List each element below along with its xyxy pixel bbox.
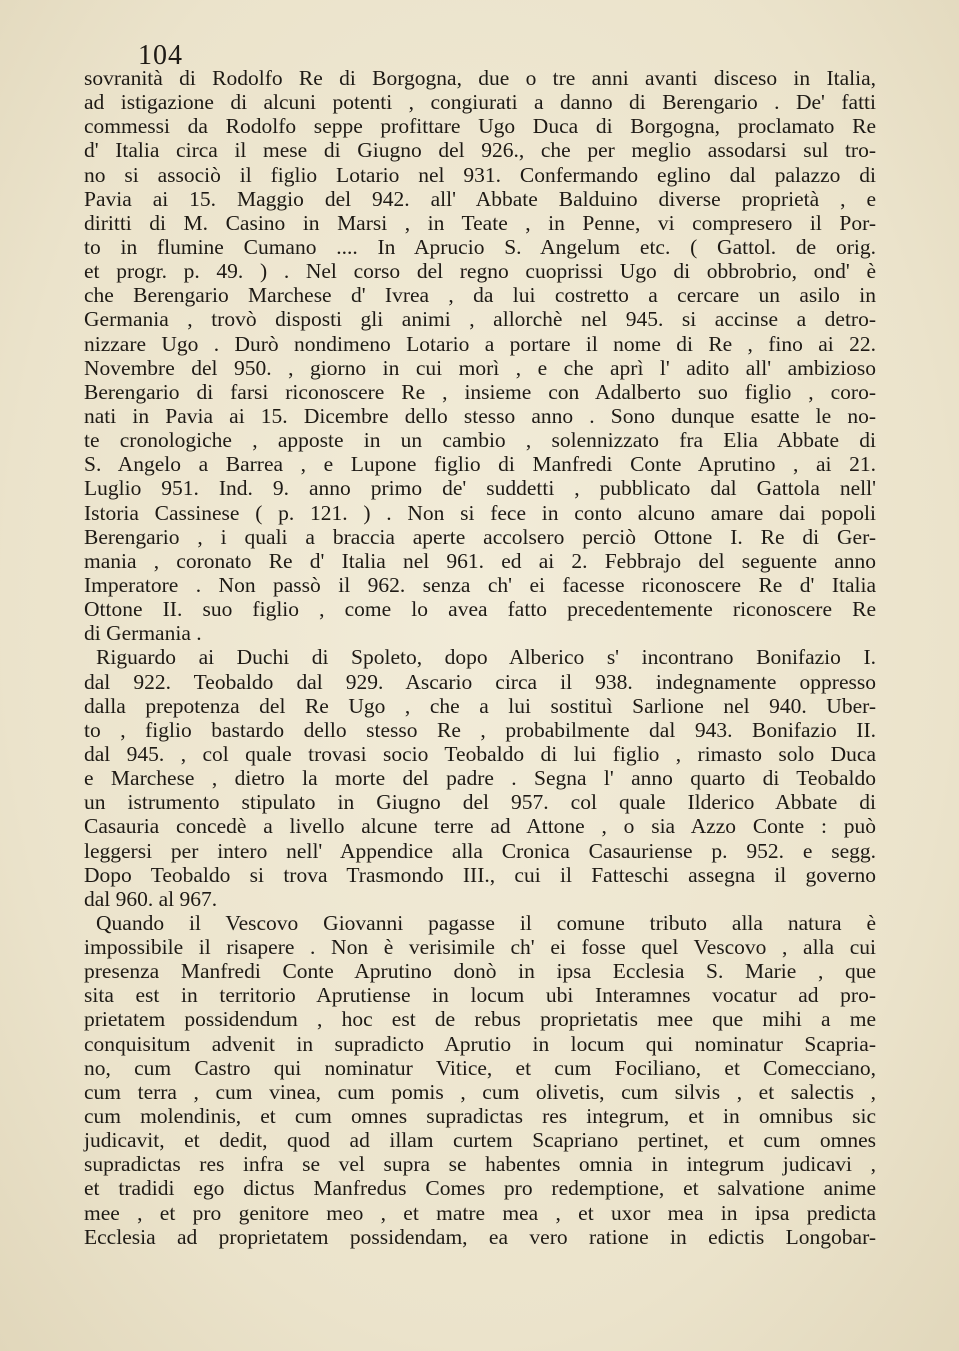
text-line: sita est in territorio Aprutiense in locum ubi Interamnes vocatur ad pro- — [84, 983, 876, 1008]
text-line: che Berengario Marchese d' Ivrea , da lui costretto a cercare un asilo in — [84, 283, 876, 308]
text-line: un istrumento stipulato in Giugno del 957. col quale Ilderico Abbate di — [84, 790, 876, 815]
text-line: et progr. p. 49. ) . Nel corso del regno cuoprissi Ugo di obbrobrio, ond' è — [84, 259, 876, 284]
text-line: Istoria Cassinese ( p. 121. ) . Non si fece in conto alcuno amare dai popoli — [84, 500, 876, 525]
text-line: dal 922. Teobaldo dal 929. Ascario circa il 938. indegnamente oppresso — [84, 669, 876, 694]
text-line: Ottone II. suo figlio , come lo avea fatto precedentemente riconoscere Re — [84, 597, 876, 622]
text-line: Germania , trovò disposti gli animi , allorchè nel 945. si accinse a detro- — [84, 307, 876, 332]
text-line: no, cum Castro qui nominatur Vitice, et cum Fociliano, et Comecciano, — [84, 1055, 876, 1080]
text-line: presenza Manfredi Conte Aprutino donò in ipsa Ecclesia S. Marie , que — [84, 959, 876, 984]
text-line: cum terra , cum vinea, cum pomis , cum olivetis, cum silvis , et salectis , — [84, 1079, 876, 1104]
text-line: di Germania . — [84, 621, 202, 646]
text-line: et tradidi ego dictus Manfredus Comes pro redemptione, et salvatione anime — [84, 1176, 876, 1201]
text-line: dal 945. , col quale trovasi socio Teobaldo di lui figlio , rimasto solo Duca — [84, 741, 876, 766]
text-line: Berengario , i quali a braccia aperte accolsero perciò Ottone I. Re di Ger- — [84, 524, 876, 549]
text-line: Novembre del 950. , giorno in cui morì , e che aprì l' adito all' ambizioso — [84, 355, 876, 380]
text-line: sovranità di Rodolfo Re di Borgogna, due o tre anni avanti disceso in Italia, — [84, 66, 876, 90]
text-line: prietatem possidendum , hoc est de rebus proprietatis mee que mihi a me — [84, 1007, 876, 1032]
text-line: Berengario di farsi riconoscere Re , insieme con Adalberto suo figlio , coro- — [84, 379, 876, 404]
text-line: Casauria concedè a livello alcune terre ad Attone , o sia Azzo Conte : può — [84, 814, 876, 839]
text-line: te cronologiche , apposte in un cambio , solennizzato fra Elia Abbate di — [84, 428, 876, 453]
text-line: diritti di M. Casino in Marsi , in Teate , in Penne, vi compresero il Por- — [84, 210, 876, 235]
text-line: S. Angelo a Barrea , e Lupone figlio di Manfredi Conte Aprutino , ai 21. — [84, 452, 876, 477]
text-line: no si associò il figlio Lotario nel 931. Confermando eglino dal palazzo di — [84, 162, 876, 187]
text-line: mania , coronato Re d' Italia nel 961. ed ai 2. Febbrajo del seguente anno — [84, 548, 876, 573]
text-line: judicavit, et dedit, quod ad illam curtem Scapriano pertinet, et cum omnes — [84, 1128, 876, 1153]
text-line: dalla prepotenza del Re Ugo , che a lui sostituì Sarlione nel 940. Uber- — [84, 693, 876, 718]
text-line: impossibile il risapere . Non è verisimile ch' ei fosse quel Vescovo , alla cui — [84, 935, 876, 960]
text-line: nizzare Ugo . Durò nondimeno Lotario a portare il nome di Re , fino ai 22. — [84, 331, 876, 356]
text-line: conquisitum advenit in supradicto Aprutio in locum qui nominatur Scapria- — [84, 1031, 876, 1056]
text-line: Dopo Teobaldo si trova Trasmondo III., cui il Fatteschi assegna il governo — [84, 862, 876, 887]
text-line: ad istigazione di alcuni potenti , congiurati a danno di Berengario . De' fatti — [84, 90, 876, 115]
text-line: Pavia ai 15. Maggio del 942. all' Abbate Balduino diverse proprietà , e — [84, 186, 876, 211]
page-number: 104 — [138, 40, 183, 71]
text-line: to in flumine Cumano .... In Aprucio S. Angelum etc. ( Gattol. de orig. — [84, 234, 876, 259]
text-line: supradictas res infra se vel supra se habentes omnia in integrum judicavi , — [84, 1152, 876, 1177]
text-line: leggersi per intero nell' Appendice alla Cronica Casauriense p. 952. e segg. — [84, 838, 876, 863]
text-line: d' Italia circa il mese di Giugno del 926., che per meglio assodarsi sul tro- — [84, 138, 876, 163]
text-line: Riguardo ai Duchi di Spoleto, dopo Alberico s' incontrano Bonifazio I. — [96, 645, 876, 670]
text-line: Luglio 951. Ind. 9. anno primo de' suddetti , pubblicato dal Gattola nell' — [84, 476, 876, 501]
text-line: nati in Pavia ai 15. Dicembre dello stesso anno . Sono dunque esatte le no- — [84, 403, 876, 428]
text-line: mee , et pro genitore meo , et matre mea , et uxor mea in ipsa predicta — [84, 1200, 876, 1225]
text-line: dal 960. al 967. — [84, 886, 218, 911]
body-text — [84, 66, 876, 1249]
text-line: Ecclesia ad proprietatem possidendam, ea vero ratione in edictis Longobar- — [84, 1224, 876, 1249]
text-line: e Marchese , dietro la morte del padre . Segna l' anno quarto di Teobaldo — [84, 766, 876, 791]
text-line: cum molendinis, et cum omnes supradictas res integrum, et in omnibus sic — [84, 1104, 876, 1129]
text-line: to , figlio bastardo dello stesso Re , probabilmente dal 943. Bonifazio II. — [84, 717, 876, 742]
text-line: Quando il Vescovo Giovanni pagasse il comune tributo alla natura è — [96, 910, 876, 935]
text-line: Imperatore . Non passò il 962. senza ch' ei facesse riconoscere Re d' Italia — [84, 572, 876, 597]
text-line: commessi da Rodolfo seppe profittare Ugo Duca di Borgogna, proclamato Re — [84, 114, 876, 139]
